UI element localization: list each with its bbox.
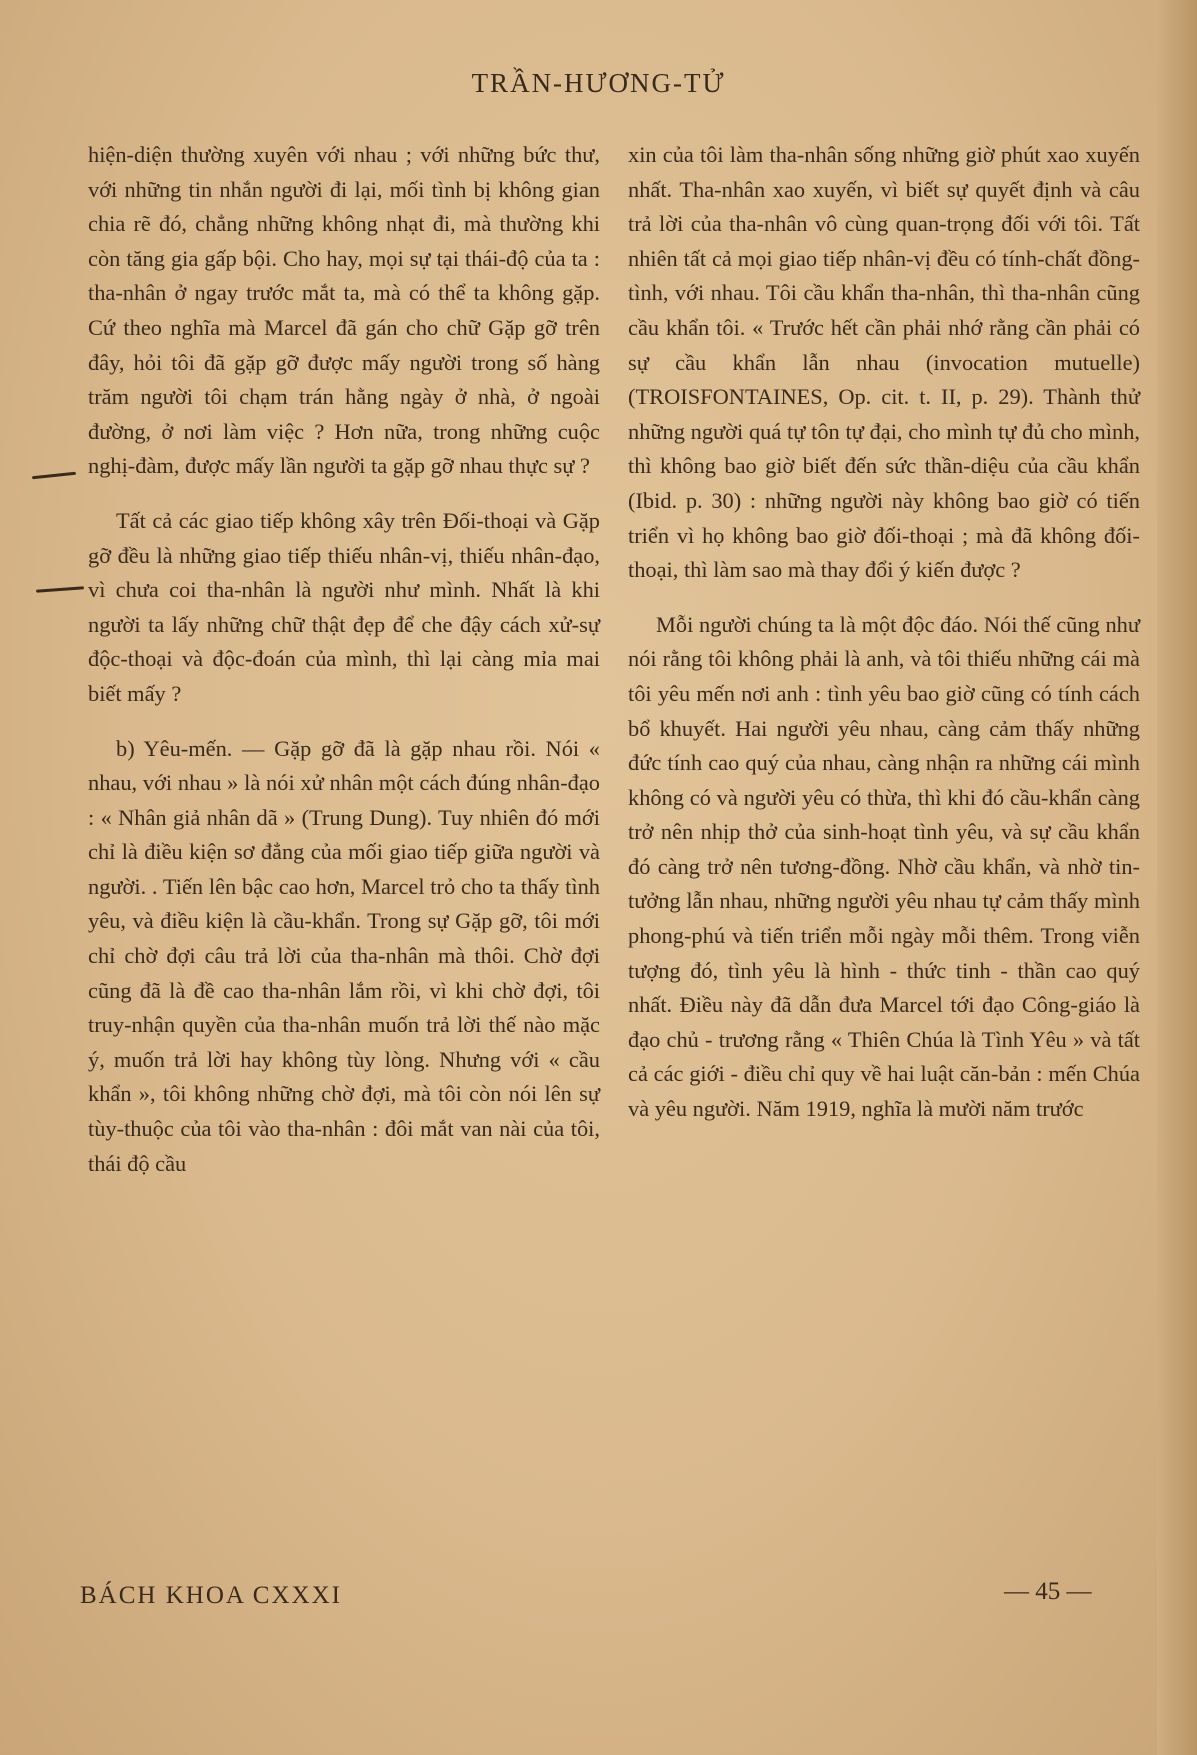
margin-pencil-mark <box>36 586 84 592</box>
left-column <box>88 138 600 1181</box>
paragraph: hiện-diện thường xuyên với nhau ; với những bức thư, với những tin nhắn người đi lại, mối tình bị không gian chia rẽ đó, chẳng những không nhạt đi, mà thường khi còn tăng gia gấp bội. Cho hay, mọi sự tại thái-độ của ta : tha-nhân ở ngay trước mắt ta, mà có thể ta không gặp. Cứ theo nghĩa mà Marcel đã gán cho chữ Gặp gỡ trên đây, hỏi tôi đã gặp gỡ được mấy người trong số hàng trăm người tôi chạm trán hằng ngày ở nhà, ở ngoài đường, ở nơi làm việc ? Hơn nữa, trong những cuộc nghị-đàm, được mấy lần người ta gặp gỡ nhau thực sự ? <box>88 142 600 479</box>
paragraph: b) Yêu-mến. — Gặp gỡ đã là gặp nhau rồi. Nói « nhau, với nhau » là nói xử nhân một cách đúng nhân-đạo : « Nhân giả nhân dã » (Trung Dung). Tuy nhiên đó mới chỉ là điều kiện sơ đẳng của mối giao tiếp giữa người và người. . Tiến lên bậc cao hơn, Marcel trỏ cho ta thấy tình yêu, và điều kiện là cầu-khẩn. Trong sự Gặp gỡ, tôi mới chỉ chờ đợi câu trả lời của tha-nhân mà thôi. Chờ đợi cũng đã là đề cao tha-nhân lắm rồi, vì khi chờ đợi, tôi truy-nhận quyền của tha-nhân muốn trả lời thế nào mặc ý, muốn trả lời hay không tùy lòng. Nhưng với « cầu khẩn », tôi không những chờ đợi, mà tôi còn nói lên sự tùy-thuộc của tôi vào tha-nhân : đôi mắt van nài của tôi, thái độ cầu <box>88 735 600 1176</box>
journal-name: BÁCH KHOA CXXXI <box>80 1582 342 1609</box>
paragraph: Tất cả các giao tiếp không xây trên Đối-thoại và Gặp gỡ đều là những giao tiếp thiếu nhân-vị, thiếu nhân-đạo, vì chưa coi tha-nhân là người như mình. Nhất là khi người ta lấy những chữ thật đẹp để che đậy cách xử-sự độc-thoại và độc-đoán của mình, thì lại càng mỉa mai biết mấy ? <box>88 507 600 706</box>
page-number: — 45 — <box>1004 1578 1092 1605</box>
margin-pencil-mark <box>32 472 76 480</box>
right-column <box>628 138 1140 1127</box>
paragraph: Mỗi người chúng ta là một độc đáo. Nói thế cũng như nói rằng tôi không phải là anh, và tôi thiếu những cái mà tôi yêu mến nơi anh : tình yêu bao giờ cũng có tính cách bổ khuyết. Hai người yêu nhau, càng cảm thấy những đức tính cao quý của nhau, càng nhận ra những cái mình không có và người yêu có thừa, thì khi đó cầu-khẩn càng trở nên nhịp thở của sinh-hoạt tình yêu, và sự cầu khẩn đó càng trở nên tương-đồng. Nhờ cầu khẩn, và nhờ tin-tưởng lẫn nhau, những người yêu nhau tự cảm thấy mình phong-phú và tiến triển mỗi ngày mỗi thêm. Trong viễn tượng đó, tình yêu là hình - thức tinh - thần cao quý nhất. Điều này đã dẫn đưa Marcel tới đạo Công-giáo là đạo chủ - trương rằng « Thiên Chúa là Tình Yêu » và tất cả các giới - điều chỉ quy về hai luật căn-bản : mến Chúa và yêu người. Năm 1919, nghĩa là mười năm trước <box>628 611 1140 1122</box>
page-edge-shadow <box>1157 0 1197 1755</box>
paragraph: xin của tôi làm tha-nhân sống những giờ phút xao xuyến nhất. Tha-nhân xao xuyến, vì biết sự quyết định và câu trả lời của tha-nhân vô cùng quan-trọng đối với tôi. Tất nhiên tất cả mọi giao tiếp nhân-vị đều có tính-chất đồng-tình, với nhau. Tôi cầu khẩn tha-nhân, thì tha-nhân cũng cầu khẩn tôi. « Trước hết cần phải nhớ rằng cần phải có sự cầu khẩn lẫn nhau (invocation mutuelle) (TROISFONTAINES, Op. cit. t. II, p. 29). Thành thử những người quá tự tôn tự đại, cho mình tự đủ cho mình, thì không bao giờ biết đến sức thần-diệu của cầu khẩn (Ibid. p. 30) : những người này không bao giờ có tiến triển vì họ không bao giờ đối-thoại ; mà đã không đối-thoại, thì làm sao mà thay đổi ý kiến được ? <box>628 142 1140 583</box>
running-header: TRẦN-HƯƠNG-TỬ <box>471 68 726 98</box>
